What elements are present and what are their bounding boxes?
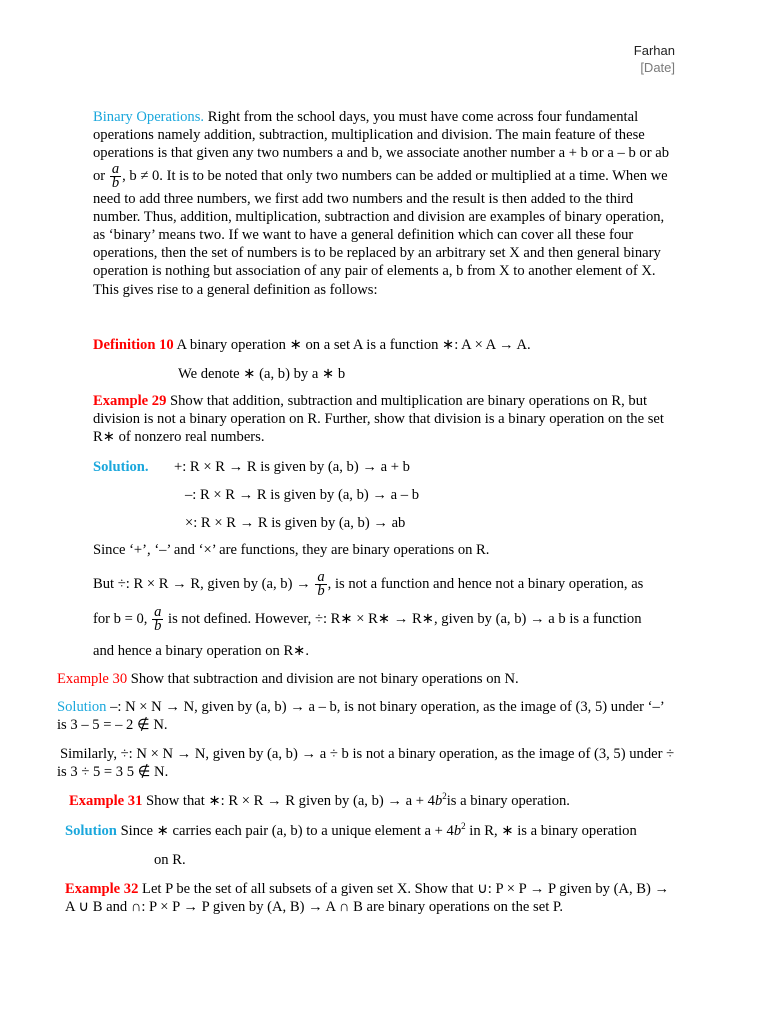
example-31-text-1: Show that ∗: R × R → R given by (a, b) → a + 4 — [142, 793, 435, 809]
intro-heading: Binary Operations. — [93, 109, 205, 125]
solution-29-line-5b: , is not a function and hence not a binary operation, as — [327, 575, 644, 592]
solution-30-text-2: Similarly, ÷: N × N → N, given by (a, b) → a ÷ b is not a binary operation, as the image of (3, 5) under ÷ is 3 ÷ 5 = 3 5 ∉ N. — [57, 746, 675, 781]
example-29-text: Show that addition, subtraction and multiplication are binary operations on R, but division is not a binary operation on R. Further, show that division is a binary operation on the set R∗ of nonzero real numbers. — [93, 393, 664, 446]
example-31-label: Example 31 — [69, 793, 143, 809]
intro-text-2: , b ≠ 0. It is to be noted that only two numbers can be added or multiplied at a time. When we need to add three numbers, we first add two numbers and the result is then added to the third number. Thus, addition, multiplication, subtraction and division are examples of binary operation, as ‘binary’ means two. If we want to have a general definition which can cover all these four operations, then the set of numbers is to be replaced by an arbitrary set X and then general binary operation is nothing but association of any pair of elements a, b from X to another element of X. This gives rise to a general definition as follows: — [93, 167, 668, 298]
fraction-denominator: b — [317, 583, 325, 599]
header-author: Farhan — [633, 43, 675, 58]
solution-29-line-6b: is not defined. However, ÷: R∗ × R∗ → R∗, given by (a, b) → a b is a function — [164, 610, 642, 627]
solution-31-variable: b — [453, 823, 462, 839]
solution-31-exponent: 2 — [461, 821, 466, 832]
solution-29-line-4: Since ‘+’, ‘–’ and ‘×’ are functions, they are binary operations on R. — [93, 542, 490, 558]
fraction-denominator: b — [111, 174, 120, 191]
solution-31-label: Solution — [65, 823, 117, 839]
definition-10-denote: We denote ∗ (a, b) by a ∗ b — [178, 366, 346, 382]
example-29 — [93, 392, 673, 447]
example-32-text: Let P be the set of all subsets of a given set X. Show that ∪: P × P → P given by (A, B) → A ∪ B and ∩: P × P → P given by (A, B) → A ∩ B are binary operations on the set P. — [65, 881, 670, 916]
example-30-label: Example 30 — [57, 671, 128, 687]
example-31 — [69, 792, 570, 810]
fraction-denominator: b — [154, 618, 162, 634]
solution-30-label: Solution — [57, 699, 107, 715]
solution-30-paragraph-2 — [57, 745, 677, 781]
definition-10-label: Definition 10 — [93, 337, 174, 353]
solution-29-line-3: ×: R × R → R is given by (a, b) → ab — [185, 515, 406, 531]
example-31-variable: b — [434, 793, 443, 809]
solution-31-text-3: on R. — [154, 852, 186, 868]
example-31-exponent: 2 — [442, 791, 447, 802]
intro-text-1: Right from the school days, you must have come across four fundamental operations namely addition, subtraction, multiplication and division. The main feature of these operations is that given any two numbers a and b, we associate another number a + b or a – b or ab or — [93, 109, 670, 184]
fraction-numerator: a — [111, 160, 120, 177]
solution-30-paragraph-1 — [57, 698, 667, 734]
example-30 — [57, 670, 519, 688]
solution-29-line-5a: But ÷: R × R → R, given by (a, b) → — [93, 575, 315, 592]
fraction-numerator: a — [317, 569, 325, 585]
solution-30-text-1: –: N × N → N, given by (a, b) → a – b, is not binary operation, as the image of (3, 5) under ‘–’ is 3 – 5 = – 2 ∉ N. — [57, 699, 664, 734]
solution-29-line-1: +: R × R → R is given by (a, b) → a + b — [174, 459, 410, 475]
intro-paragraph — [93, 108, 678, 299]
example-29-label: Example 29 — [93, 393, 167, 409]
header-date-placeholder[interactable]: [Date] — [640, 60, 675, 75]
fraction-numerator: a — [154, 604, 162, 620]
example-32 — [65, 880, 677, 916]
example-30-text: Show that subtraction and division are not binary operations on N. — [127, 671, 519, 687]
solution-29-line-2: –: R × R → R is given by (a, b) → a – b — [185, 487, 420, 503]
example-31-text-2: is a binary operation. — [446, 793, 570, 809]
solution-29-line-5 — [93, 571, 643, 598]
definition-10 — [93, 336, 531, 354]
solution-29-line-6 — [93, 606, 642, 633]
solution-29-label: Solution. — [93, 459, 149, 475]
solution-29-fraction-2 — [152, 606, 163, 633]
solution-31 — [65, 822, 637, 840]
solution-31-text-1: Since ∗ carries each pair (a, b) to a unique element a + 4 — [116, 823, 454, 839]
solution-31-text-2: in R, ∗ is a binary operation — [465, 823, 637, 839]
solution-29-line-7: and hence a binary operation on R∗. — [93, 643, 310, 659]
example-32-label: Example 32 — [65, 881, 139, 897]
solution-29-fraction-1 — [315, 571, 326, 598]
intro-fraction — [110, 160, 121, 191]
solution-29-line-6a: for b = 0, — [93, 610, 152, 627]
definition-10-text: A binary operation ∗ on a set A is a function ∗: A × A → A. — [173, 337, 531, 353]
